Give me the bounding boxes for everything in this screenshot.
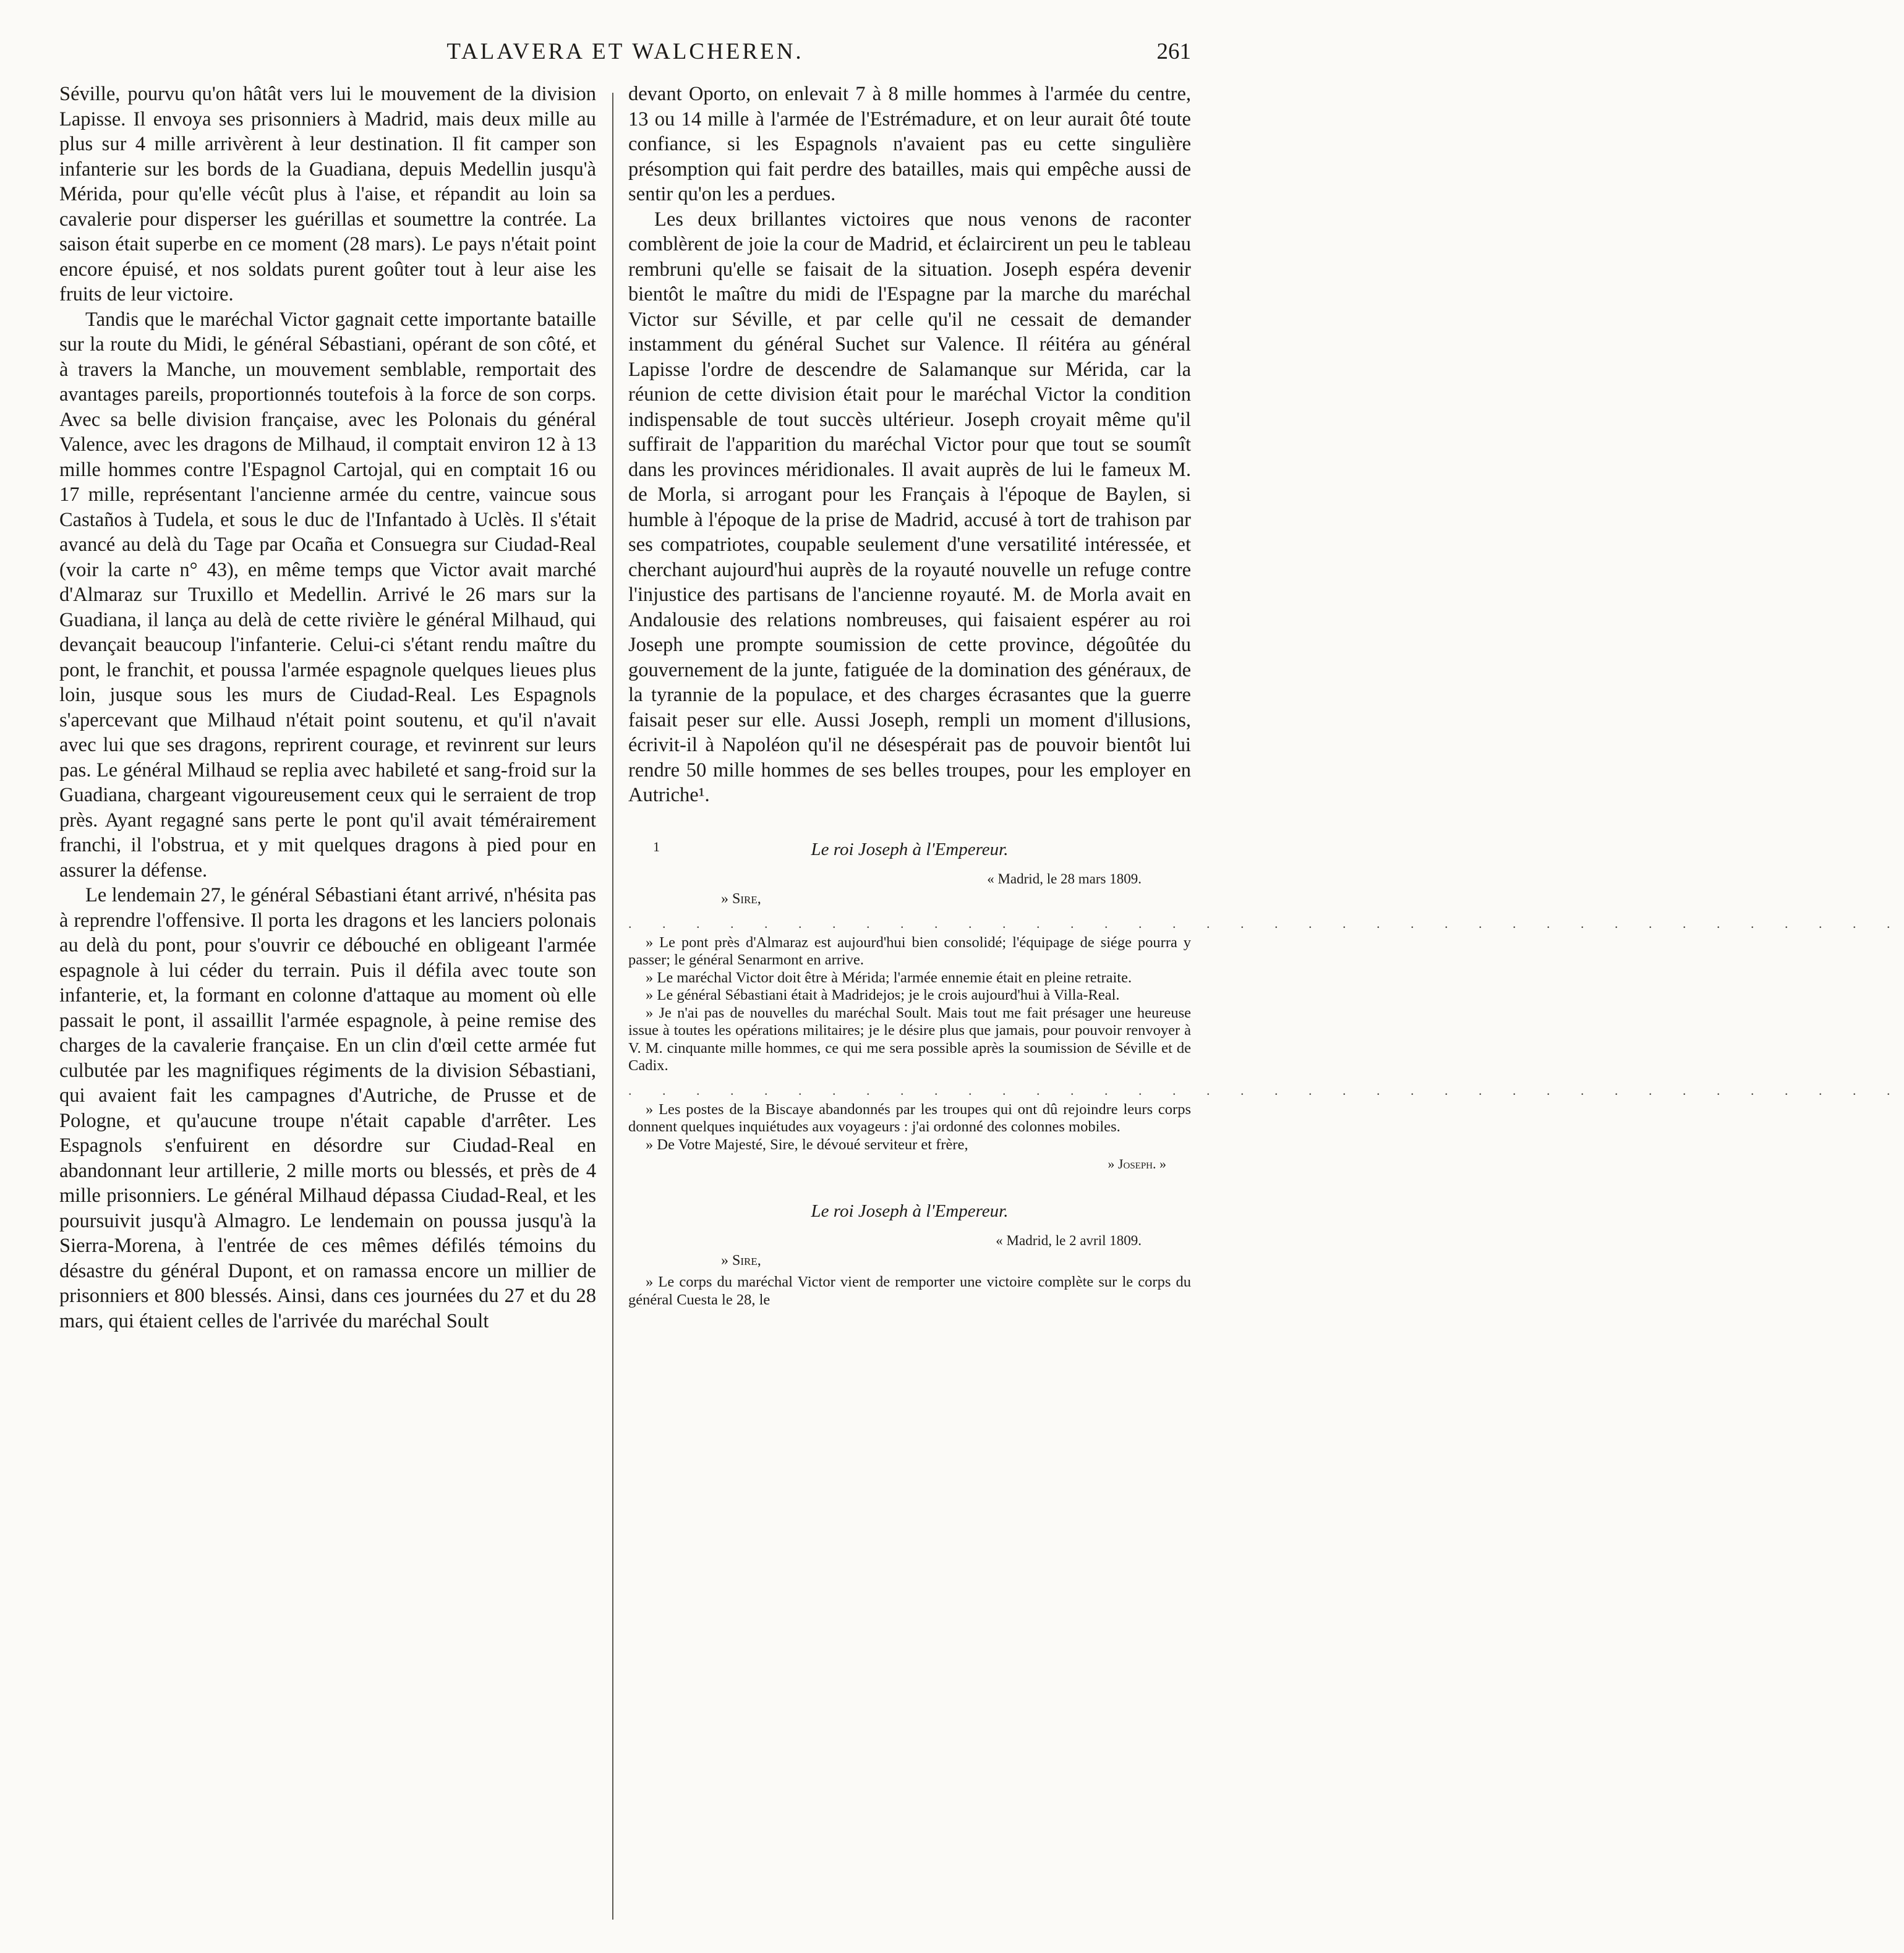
letter1-paragraph-2: » Le maréchal Victor doit être à Mérida; l'armée ennemie était en pleine retraite. bbox=[646, 969, 1132, 986]
footnote-letter1-heading bbox=[628, 838, 1191, 861]
elision-dots: . . . . . . . . . . . . . . . . . . . . . . . . . . . . . . . . . . . . . . bbox=[628, 915, 1904, 931]
right-paragraph-1: devant Oporto, on enlevait 7 à 8 mille hommes à l'armée du centre, 13 ou 14 mille à l'armée de l'Estrémadure, et on leur aurait ôté toute confiance, si les Espagnols n'avaient pas eu cette singulière présomption qui fait perdre des batailles, mais qui empêche aussi de sentir qu'on les a perdues. bbox=[628, 83, 1191, 205]
letter1-dateline: « Madrid, le 28 mars 1809. bbox=[987, 870, 1142, 887]
letter1-heading-text: Le roi Joseph à l'Empereur. bbox=[811, 839, 1009, 859]
letter1-salutation: » Sire, bbox=[721, 890, 761, 907]
left-paragraph-3: Le lendemain 27, le général Sébastiani étant arrivé, n'hésita pas à reprendre l'offensive. Il porta les dragons et les lanciers polonais au delà du pont, pour s'ouvrir ce débouché en obligeant l'armée espagnole à lui céder du terrain. Puis il défila avec toute son infanterie, et, la formant en colonne d'attaque au moment où elle passait le pont, il assaillit l'armée espagnole, à peine remise des charges de la cavalerie française. En un clin d'œil cette armée fut culbutée par les magnifiques régiments de la division Sébastiani, qui avaient fait les campagnes d'Autriche, de Prusse et de Pologne, et qu'aucune troupe n'était capable d'arrêter. Les Espagnols s'enfuirent en désordre sur Ciudad-Real en abandonnant leur artillerie, 2 mille morts ou blessés, et près de 4 mille prisonniers. Le général Milhaud dépassa Ciudad-Real, et les poursuivit jusqu'à Almagro. Le lendemain on poussa jusqu'à la Sierra-Morena, à l'entrée de ces mêmes défilés témoins du désastre du général Dupont, et on ramassa encore un millier de prisonniers et 800 blessés. Ainsi, dans ces journées du 27 et du 28 mars, qui étaient celles de l'arrivée du maréchal Soult bbox=[59, 884, 596, 1332]
left-paragraph-2: Tandis que le maréchal Victor gagnait cette importante bataille sur la route du Midi, le général Sébastiani, opérant de son côté, et à travers la Manche, un mouvement semblable, remportait des avantages pareils, proportionnés toutefois à la force de son corps. Avec sa belle division française, avec les Polonais du général Valence, avec les dragons de Milhaud, il comptait environ 12 à 13 mille hommes contre l'Espagnol Cartojal, qui en comptait 16 ou 17 mille, représentant l'ancienne armée du centre, vaincue sous Castaños à Tudela, et sous le duc de l'Infantado à Uclès. Il s'était avancé au delà du Tage par Ocaña et Consuegra sur Ciudad-Real (voir la carte n° 43), en même temps que Victor avait marché d'Almaraz sur Truxillo et Medellin. Arrivé le 26 mars sur la Guadiana, il lança au delà de cette rivière le général Milhaud, qui devançait beaucoup l'infanterie. Celui-ci s'étant rendu maître du pont, le franchit, et poussa l'armée espagnole quelques lieues plus loin, jusque sous les murs de Ciudad-Real. Les Espagnols s'apercevant que Milhaud n'était point soutenu, et qu'il n'avait avec lui que ses dragons, reprirent courage, et revinrent sur leurs pas. Le général Milhaud se replia avec habileté et sang-froid sur la Guadiana, chargeant vigoureusement ceux qui le serraient de trop près. Ayant regagné sans perte le pont qu'il avait témérairement franchi, il l'obstrua, et y mit quelques dragons à pied pour en assurer la défense. bbox=[59, 308, 596, 882]
right-column bbox=[628, 82, 1904, 1309]
page-header bbox=[59, 38, 1191, 75]
page-number: 261 bbox=[1156, 39, 1191, 64]
left-column bbox=[59, 82, 596, 1334]
letter2-dateline: « Madrid, le 2 avril 1809. bbox=[996, 1233, 1142, 1248]
letter1-paragraph-3: » Le général Sébastiani était à Madridejos; je le crois aujourd'hui à Villa-Real. bbox=[646, 987, 1120, 1003]
letter2-salutation: » Sire, bbox=[721, 1253, 761, 1269]
letter1-signature: » Joseph. » bbox=[1108, 1156, 1166, 1172]
left-paragraph-1: Séville, pourvu qu'on hâtât vers lui le mouvement de la division Lapisse. Il envoya ses prisonniers à Madrid, mais deux mille au plus sur 4 mille arrivèrent à leur destination. Il fit camper son infanterie sur les bords de la Guadiana, depuis Medellin jusqu'à Mérida, pour qu'elle vécût plus à l'aise, et répandit au loin sa cavalerie pour disperser les guérillas et soumettre la contrée. La saison était superbe en ce moment (28 mars). Le pays n'était point encore épuisé, et nos soldats purent goûter tout à leur aise les fruits de leur victoire. bbox=[59, 83, 596, 305]
footnote-marker: 1 bbox=[653, 838, 660, 854]
running-title: TALAVERA ET WALCHEREN. bbox=[446, 39, 804, 64]
elision-dots-2: . . . . . . . . . . . . . . . . . . . . . . . . . . . . . . . . . . . . . . bbox=[628, 1082, 1904, 1098]
letter1-paragraph-6: » De Votre Majesté, Sire, le dévoué serviteur et frère, bbox=[646, 1136, 968, 1153]
right-paragraph-2: Les deux brillantes victoires que nous venons de raconter comblèrent de joie la cour de Madrid, et éclaircirent un peu le tableau rembruni qu'elle se faisait de la situation. Joseph espéra devenir bientôt le maître du midi de l'Espagne par la marche du maréchal Victor sur Séville, et par celle qu'il ne cessait de demander instamment du général Suchet sur Valence. Il réitéra au général Lapisse l'ordre de descendre de Salamanque sur Mérida, car la réunion de cette division était pour le maréchal Victor la condition indispensable de tout succès ultérieur. Joseph croyait même qu'il suffirait de l'apparition du maréchal Victor pour que tout se soumît dans les provinces méridionales. Il avait auprès de lui le fameux M. de Morla, si arrogant pour les Français à l'époque de Baylen, si humble à l'époque de la prise de Madrid, accusé à tort de trahison par ses compatriotes, coupable seulement d'une versatilité intéressée, et cherchant aujourd'hui auprès de la royauté nouvelle un refuge contre l'injustice des partisans de l'ancienne royauté. M. de Morla avait en Andalousie des relations nombreuses, qui faisaient espérer au roi Joseph une prompte soumission de cette province, dégoûtée du gouvernement de la junte, fatiguée de la domination des généraux, de la tyrannie de la populace, et des charges écrasantes que la guerre faisait peser sur elle. Aussi Joseph, rempli un moment d'illusions, écrivit-il à Napoléon qu'il ne désespérait pas de pouvoir bientôt lui rendre 50 mille hommes de ses belles troupes, pour les employer en Autriche¹. bbox=[628, 208, 1191, 806]
letter1-paragraph-4: » Je n'ai pas de nouvelles du maréchal Soult. Mais tout me fait présager une heureuse issue à toutes les opérations militaires; je le désire plus que jamais, pour pouvoir renvoyer à V. M. cinquante mille hommes, ce qui me sera possible après la soumission de Séville et de Cadix. bbox=[628, 1004, 1191, 1074]
footnote-letter2-heading: Le roi Joseph à l'Empereur. bbox=[811, 1201, 1009, 1221]
letter1-paragraph-5: » Les postes de la Biscaye abandonnés par les troupes qui ont dû rejoindre leurs corps donnent quelques inquiétudes aux voyageurs : j'ai ordonné des colonnes mobiles. bbox=[628, 1100, 1191, 1135]
column-divider bbox=[612, 93, 613, 1920]
footnote bbox=[628, 838, 1904, 1309]
letter1-paragraph-1: » Le pont près d'Almaraz est aujourd'hui bien consolidé; l'équipage de siége pourra y passer; le général Senarmont en arrive. bbox=[628, 934, 1191, 968]
letter2-paragraph-1: » Le corps du maréchal Victor vient de remporter une victoire complète sur le corps du général Cuesta le 28, le bbox=[628, 1274, 1191, 1308]
